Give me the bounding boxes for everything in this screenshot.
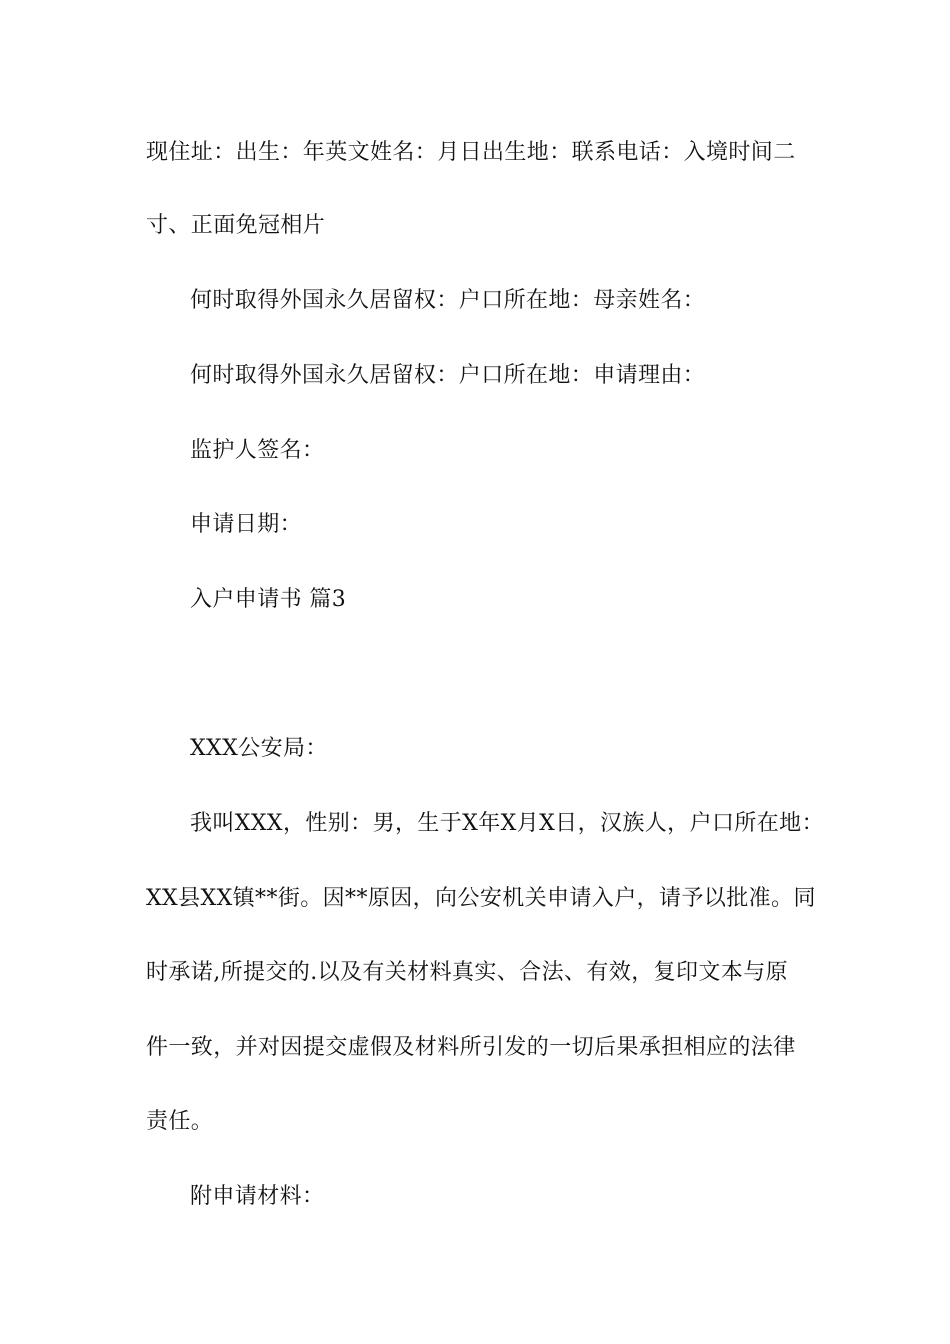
paragraph-line: 现住址：出生：年英文姓名：月日出生地：联系电话：入境时间二 bbox=[146, 140, 796, 165]
paragraph-line: 件一致，并对因提交虚假及材料所引发的一切后果承担相应的法律 bbox=[146, 1035, 796, 1060]
paragraph-line: 何时取得外国永久居留权：户口所在地：母亲姓名： bbox=[190, 288, 706, 313]
paragraph-line: 时承诺,所提交的.以及有关材料真实、合法、有效，复印文本与原 bbox=[146, 960, 788, 985]
attachments-label: 附申请材料： bbox=[190, 1184, 325, 1209]
section-heading: 入户申请书 篇3 bbox=[190, 587, 347, 612]
letter-salutation: XXX公安局： bbox=[190, 736, 328, 761]
paragraph-line: 我叫XXX，性别：男，生于X年X月X日，汉族人，户口所在地： bbox=[190, 811, 824, 836]
signature-label: 监护人签名： bbox=[190, 438, 325, 463]
paragraph-line: 寸、正面免冠相片 bbox=[146, 213, 326, 238]
paragraph-line: XX县XX镇**街。因**原因，向公安机关申请入户，请予以批准。同 bbox=[146, 886, 816, 911]
date-label: 申请日期： bbox=[190, 512, 303, 537]
paragraph-line: 责任。 bbox=[146, 1109, 214, 1134]
paragraph-line: 何时取得外国永久居留权：户口所在地：申请理由： bbox=[190, 363, 706, 388]
